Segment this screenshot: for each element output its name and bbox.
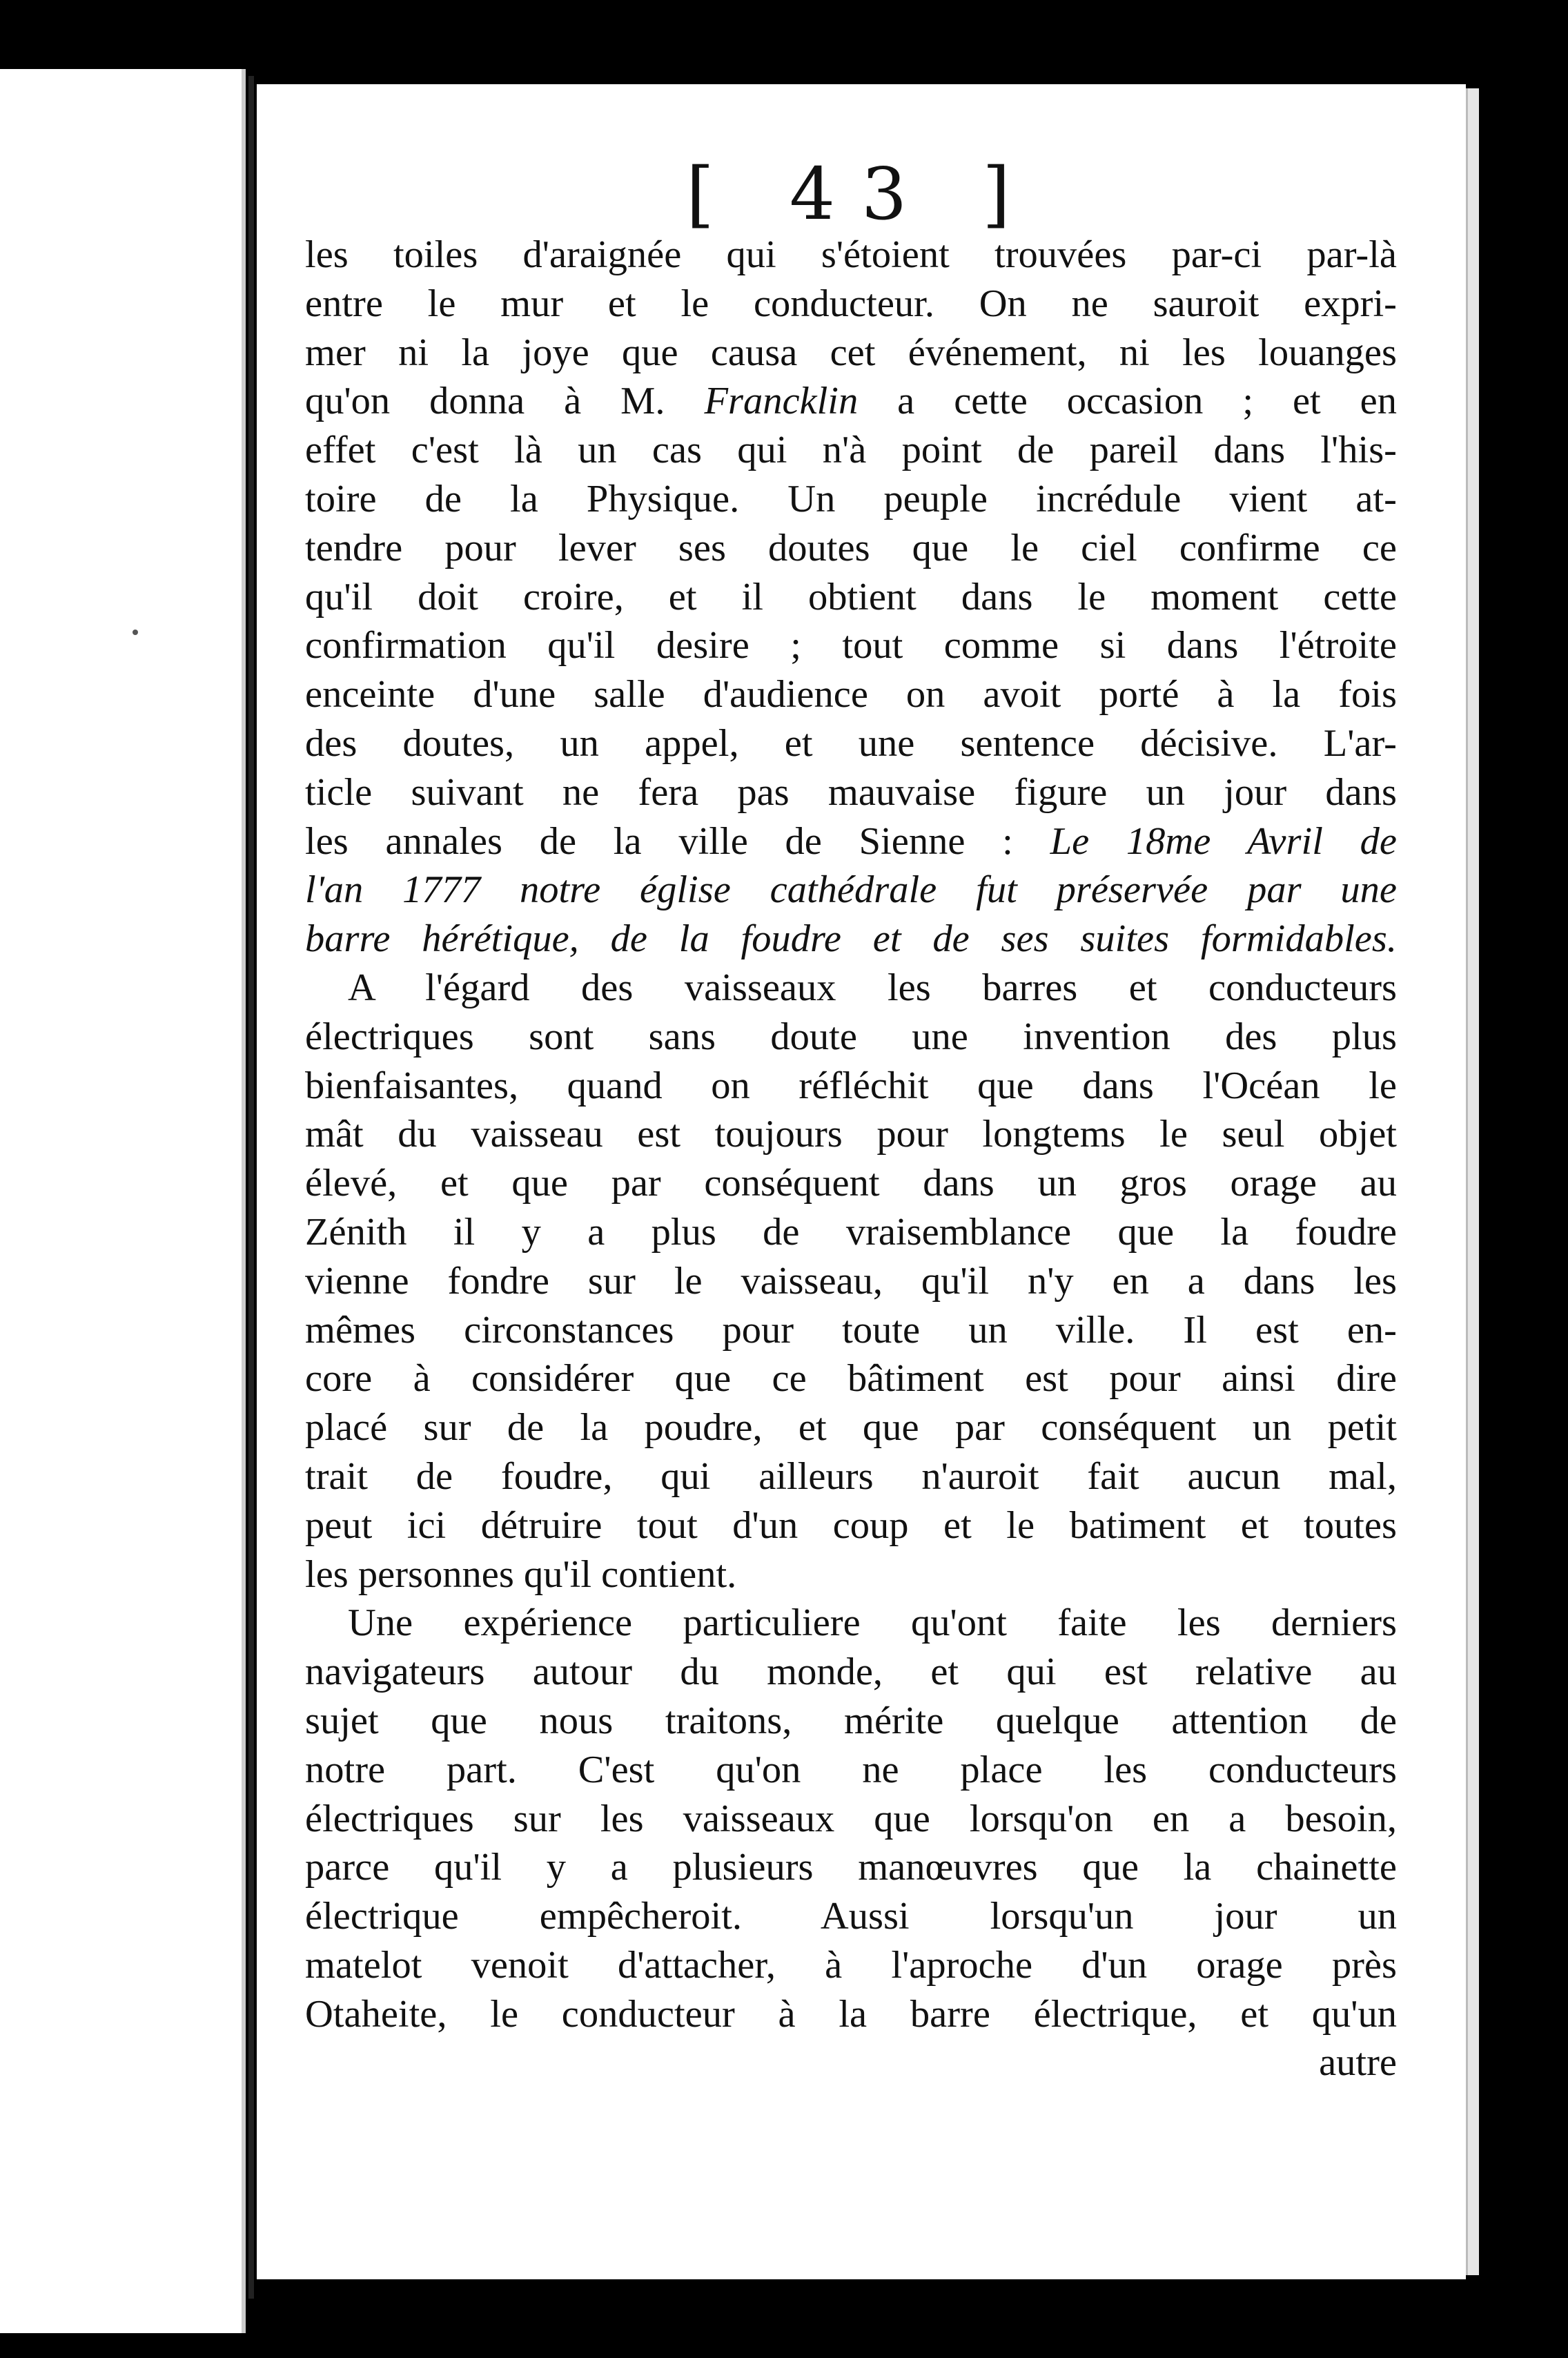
text-line xyxy=(305,1843,1397,1892)
text-line xyxy=(305,1746,1397,1795)
page-edge xyxy=(1466,88,1479,2275)
text-segment: bienfaisantes, quand on réfléchit que dans l'Océan le xyxy=(305,1064,1397,1107)
text-line xyxy=(305,377,1397,426)
text-segment: qu'on donna à M. xyxy=(305,380,705,423)
text-segment: trait de foudre, qui ailleurs n'auroit fait aucun mal, xyxy=(305,1454,1397,1498)
text-line xyxy=(305,719,1397,768)
text-line xyxy=(305,1208,1397,1257)
text-segment: Zénith il y a plus de vraisemblance que la foudre xyxy=(305,1210,1397,1254)
text-segment: vienne fondre sur le vaisseau, qu'il n'y en a dans les xyxy=(305,1259,1397,1303)
page-number: [ 43 ] xyxy=(686,152,1037,236)
text-segment: l'an 1777 notre église cathédrale fut préservée par une xyxy=(305,868,1397,912)
text-line xyxy=(305,1892,1397,1941)
text-segment: entre le mur et le conducteur. On ne sauroit expri- xyxy=(305,282,1397,325)
text-segment: mêmes circonstances pour toute un ville. Il est en- xyxy=(305,1308,1397,1352)
text-line xyxy=(305,1306,1397,1355)
text-segment: matelot venoit d'attacher, à l'aproche d'un orage près xyxy=(305,1943,1397,1987)
text-line xyxy=(305,621,1397,670)
text-segment: enceinte d'une salle d'audience on avoit porté à la fois xyxy=(305,673,1397,717)
text-segment: tendre pour lever ses doutes que le ciel confirme ce xyxy=(305,526,1397,569)
text-segment: électriques sont sans doute une invention des plus xyxy=(305,1015,1397,1058)
text-line xyxy=(305,1452,1397,1501)
text-line xyxy=(305,1403,1397,1452)
text-line xyxy=(305,426,1397,475)
text-line xyxy=(305,768,1397,817)
page-spine-shadow xyxy=(248,76,254,2299)
text-segment: qu'il doit croire, et il obtient dans le moment cette xyxy=(305,575,1397,618)
text-segment: Francklin xyxy=(704,380,859,423)
text-line xyxy=(305,524,1397,573)
text-line xyxy=(305,1110,1397,1159)
text-line xyxy=(305,1990,1397,2039)
body-text xyxy=(305,231,1397,2087)
text-line xyxy=(305,231,1397,280)
text-segment: électrique empêcheroit. Aussi lorsqu'un jour un xyxy=(305,1895,1397,1938)
text-segment: des doutes, un appel, et une sentence décisive. L'ar- xyxy=(305,721,1397,765)
text-line xyxy=(305,1795,1397,1844)
text-segment: parce qu'il y a plusieurs manœuvres que la chainette xyxy=(305,1846,1397,1889)
text-segment: effet c'est là un cas qui n'à point de pareil dans l'his- xyxy=(305,429,1397,472)
text-line xyxy=(305,1697,1397,1746)
text-segment: les toiles d'araignée qui s'étoient trouvées par-ci par-là xyxy=(305,233,1397,276)
text-segment: ticle suivant ne fera pas mauvaise figure un jour dans xyxy=(305,770,1397,814)
text-segment: les personnes qu'il contient. xyxy=(305,1552,737,1596)
text-line xyxy=(305,329,1397,378)
text-segment: Une expérience particuliere qu'ont faite les derniers xyxy=(348,1601,1397,1645)
text-segment: sujet que nous traitons, mérite quelque attention de xyxy=(305,1699,1397,1742)
text-segment: a cette occasion ; et en xyxy=(858,380,1398,423)
text-line xyxy=(305,1941,1397,1990)
text-segment: mât du vaisseau est toujours pour longtems le seul objet xyxy=(305,1113,1397,1156)
catchword: autre xyxy=(1319,2041,1397,2085)
text-segment: confirmation qu'il desire ; tout comme si dans l'étroite xyxy=(305,624,1397,668)
text-line xyxy=(305,573,1397,622)
speck-mark xyxy=(133,630,138,635)
text-segment: les annales de la ville de Sienne : xyxy=(305,819,1050,863)
text-segment: toire de la Physique. Un peuple incrédule vient at- xyxy=(305,477,1397,520)
text-line xyxy=(305,280,1397,329)
text-line xyxy=(305,1257,1397,1306)
left-page-blank xyxy=(0,69,246,2333)
text-line xyxy=(305,1062,1397,1111)
text-segment: A l'égard des vaisseaux les barres et conducteurs xyxy=(348,966,1397,1009)
text-line xyxy=(305,670,1397,719)
text-line xyxy=(305,1599,1397,1648)
right-page xyxy=(257,84,1466,2279)
text-line xyxy=(305,1501,1397,1550)
text-segment: placé sur de la poudre, et que par conséquent un petit xyxy=(305,1406,1397,1450)
text-line xyxy=(305,1648,1397,1697)
text-line xyxy=(305,475,1397,524)
text-line xyxy=(305,1354,1397,1403)
text-line xyxy=(305,817,1397,866)
text-segment: peut ici détruire tout d'un coup et le batiment et toutes xyxy=(305,1503,1397,1547)
text-line xyxy=(305,964,1397,1013)
text-segment: Otaheite, le conducteur à la barre électrique, et qu'un xyxy=(305,1992,1397,2036)
text-segment: Le 18me Avril de xyxy=(1050,819,1397,863)
text-line xyxy=(305,915,1397,964)
text-line xyxy=(305,866,1397,915)
text-segment: électriques sur les vaisseaux que lorsqu'on en a besoin, xyxy=(305,1797,1397,1840)
text-line xyxy=(305,1550,1397,1599)
text-segment: élevé, et que par conséquent dans un gros orage au xyxy=(305,1162,1397,1205)
text-segment: core à considérer que ce bâtiment est pour ainsi dire xyxy=(305,1357,1397,1401)
text-segment: notre part. C'est qu'on ne place les conducteurs xyxy=(305,1748,1397,1791)
text-segment: barre hérétique, de la foudre et de ses suites formidables. xyxy=(305,917,1397,961)
text-line xyxy=(305,1013,1397,1062)
text-segment: mer ni la joye que causa cet événement, ni les louanges xyxy=(305,331,1397,374)
text-line xyxy=(305,1159,1397,1208)
text-segment: navigateurs autour du monde, et qui est relative au xyxy=(305,1650,1397,1694)
